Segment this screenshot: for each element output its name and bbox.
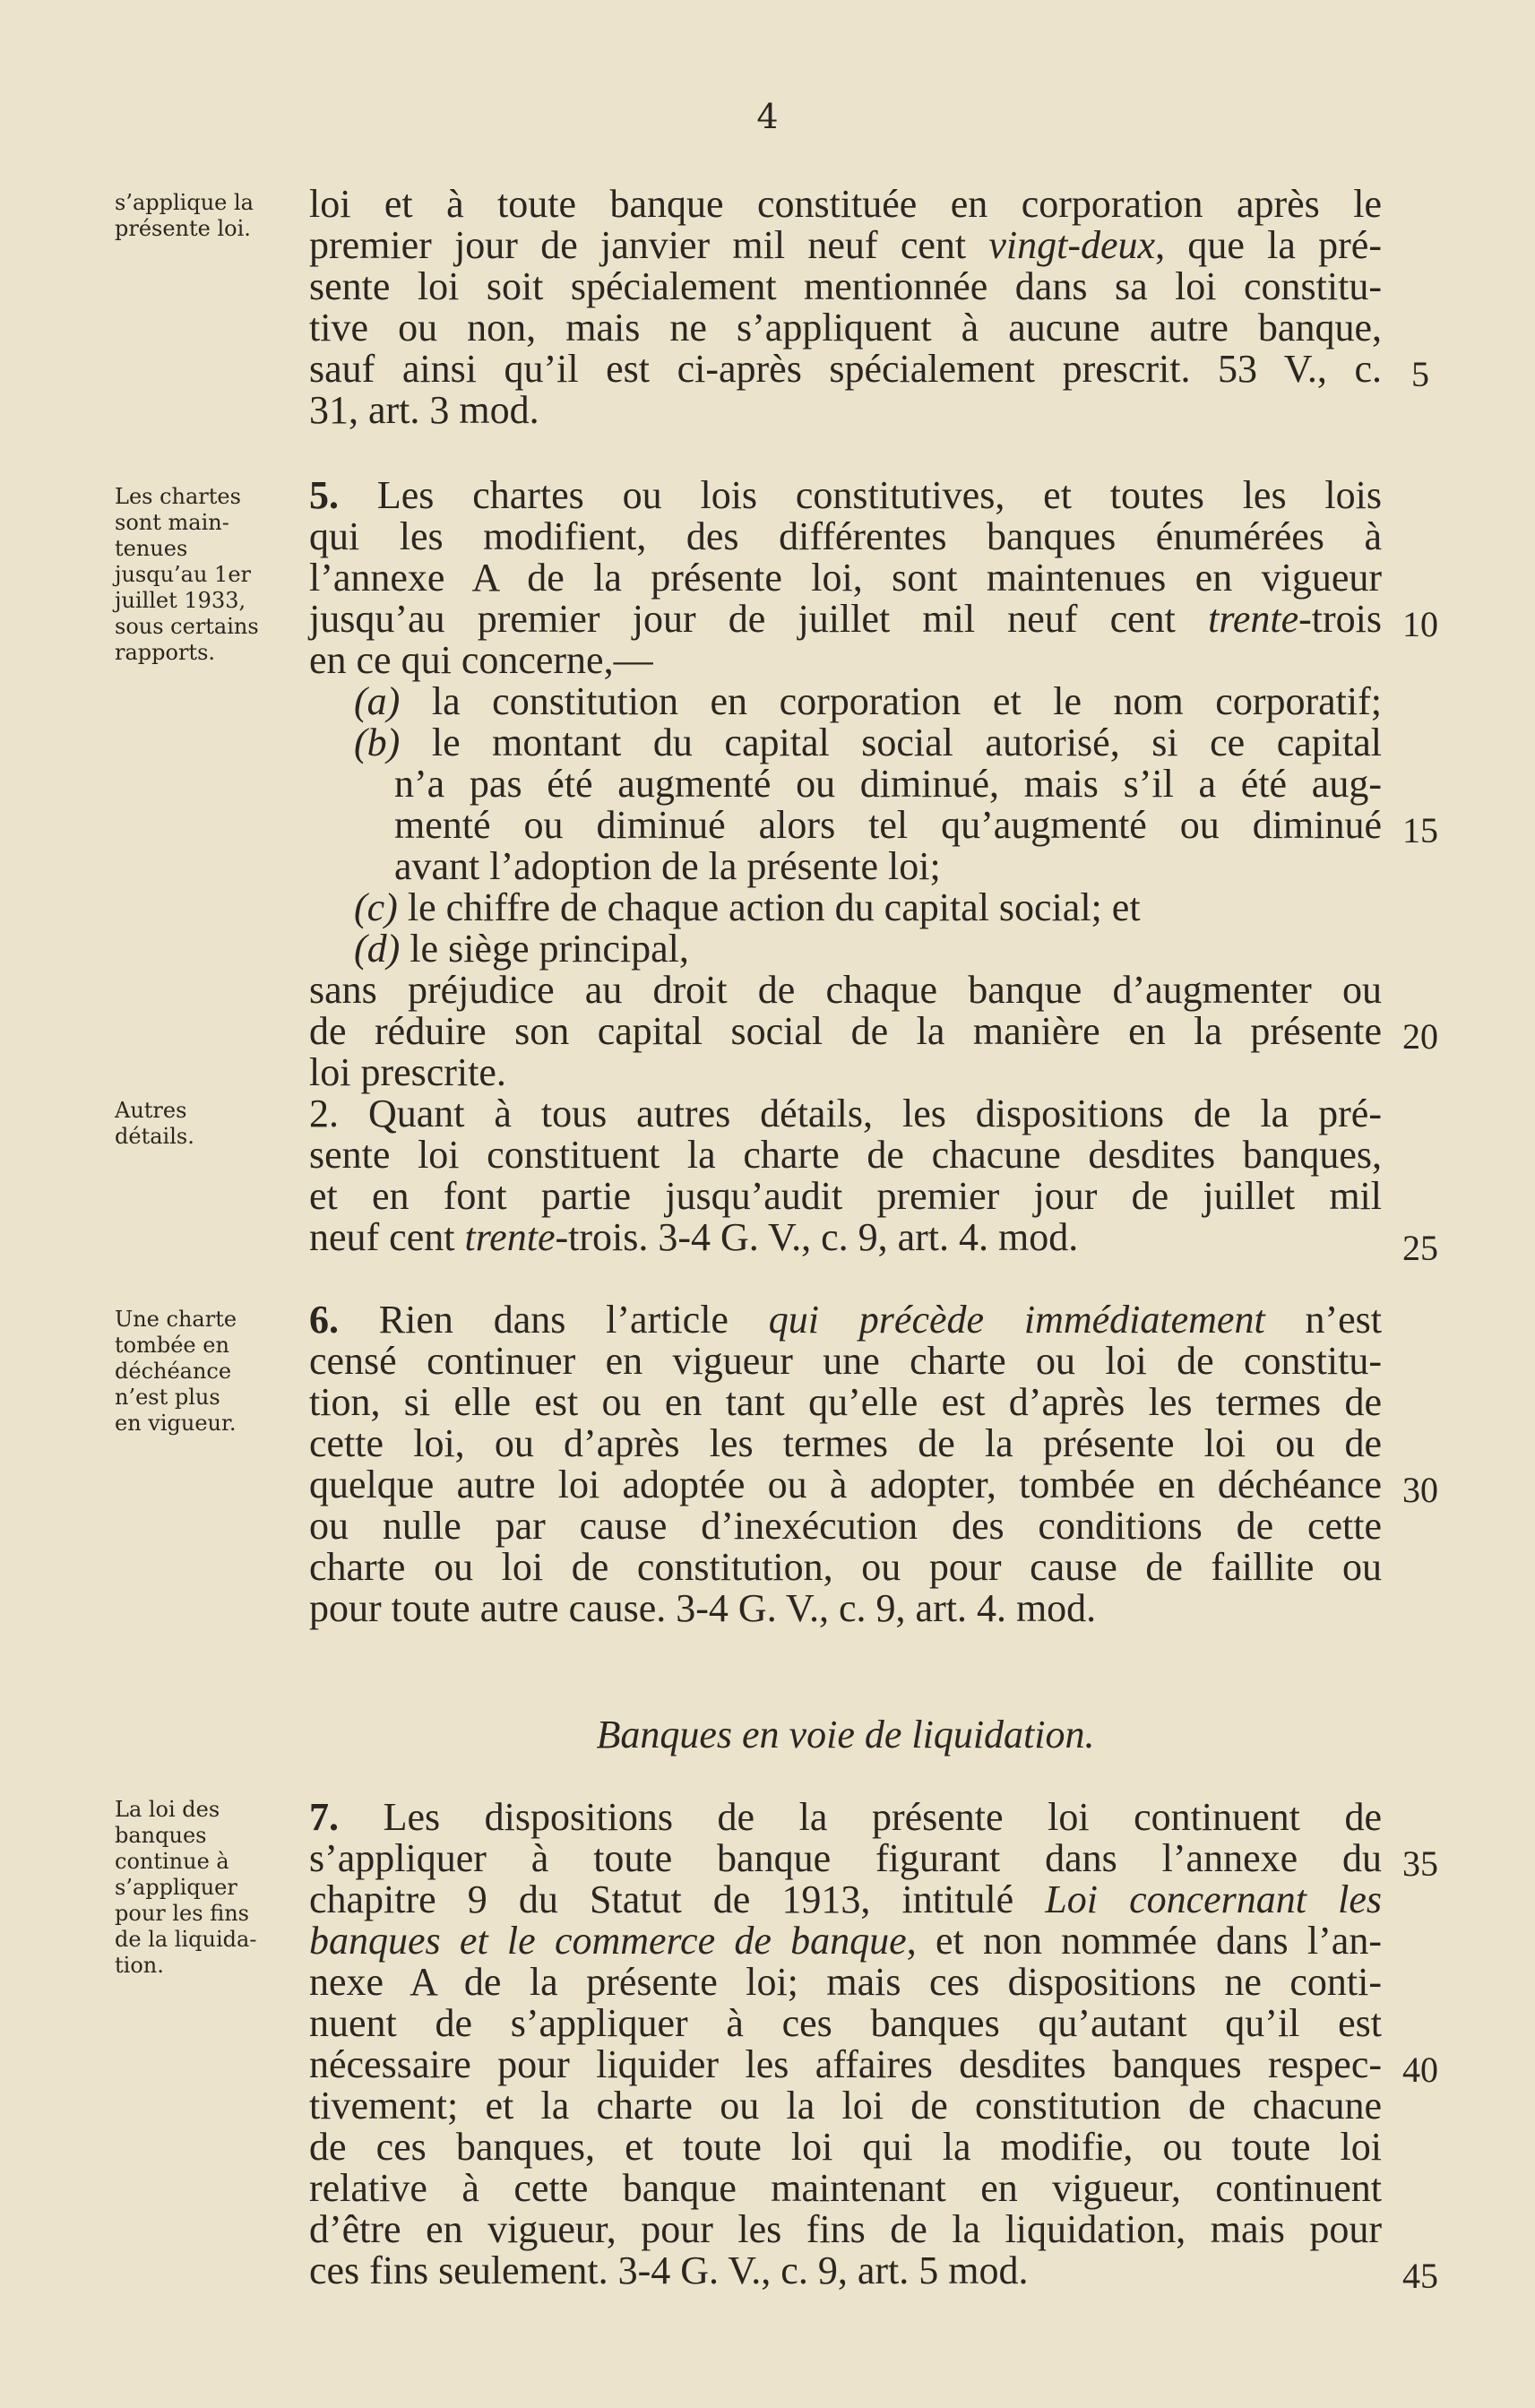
line-number: 25	[1402, 1228, 1438, 1268]
body-line: de réduire son capital social de la manière en la présente	[309, 1009, 1382, 1053]
body-line: jusqu’au premier jour de juillet mil neuf cent trente-trois	[309, 597, 1382, 641]
body-line: chapitre 9 du Statut de 1913, intitulé Loi concernant les	[309, 1877, 1382, 1921]
section-7-heading-line: 7. Les dispositions de la présente loi continuent de	[309, 1795, 1382, 1839]
body-line: tion, si elle est ou en tant qu’elle est d’après les termes de	[309, 1380, 1382, 1424]
line-number: 45	[1402, 2256, 1438, 2296]
body-line: sauf ainsi qu’il est ci-après spécialement prescrit. 53 V., c.	[309, 347, 1382, 391]
margin-note-charters-maintained: Les chartes sont main- tenues jusqu’au 1er juillet 1933, sous certains rapports.	[115, 484, 259, 665]
margin-note-applies: s’applique la présente loi.	[115, 190, 254, 241]
body-line: nuent de s’appliquer à ces banques qu’autant qu’il est	[309, 2001, 1382, 2045]
body-line: banques et le commerce de banque, et non nommée dans l’an-	[309, 1919, 1382, 1963]
line-number: 35	[1402, 1843, 1438, 1884]
body-line: ces fins seulement. 3-4 G. V., c. 9, art. 5 mod.	[309, 2248, 1029, 2292]
body-line: charte ou loi de constitution, ou pour cause de faillite ou	[309, 1545, 1382, 1589]
section-5-heading-line: 5. Les chartes ou lois constitutives, et toutes les lois	[309, 473, 1382, 517]
body-line: premier jour de janvier mil neuf cent vingt-deux, que la pré-	[309, 223, 1382, 267]
list-item-d: (d) le siège principal,	[354, 927, 689, 971]
body-line: censé continuer en vigueur une charte ou loi de constitu-	[309, 1339, 1382, 1383]
margin-note-lapsed-charter: Une charte tombée en déchéance n’est plus en vigueur.	[115, 1307, 237, 1436]
line-number: 10	[1402, 604, 1438, 644]
section-6-heading-line: 6. Rien dans l’article qui précède immédiatement n’est	[309, 1298, 1383, 1342]
line-number: 5	[1411, 354, 1429, 394]
body-line: et en font partie jusqu’audit premier jour de juillet mil	[309, 1174, 1382, 1218]
body-line: en ce qui concerne,—	[309, 638, 653, 682]
page-number: 4	[756, 97, 779, 136]
body-line: nexe A de la présente loi; mais ces dispositions ne conti-	[309, 1960, 1382, 2004]
body-line: quelque autre loi adoptée ou à adopter, tombée en déchéance	[309, 1463, 1382, 1506]
body-line: tive ou non, mais ne s’appliquent à aucune autre banque,	[309, 306, 1382, 350]
body-line: avant l’adoption de la présente loi;	[394, 844, 941, 888]
list-item-a: (a) la constitution en corporation et le nom corporatif;	[354, 679, 1382, 723]
body-line: pour toute autre cause. 3-4 G. V., c. 9, art. 4. mod.	[309, 1586, 1097, 1630]
body-line: n’a pas été augmenté ou diminué, mais s’il a été aug-	[394, 762, 1382, 806]
margin-note-liquidation: La loi des banques continue à s’appliquer pour les fins de la liquida- tion.	[115, 1797, 257, 1978]
body-line: relative à cette banque maintenant en vigueur, continuent	[309, 2166, 1382, 2210]
list-item-c: (c) le chiffre de chaque action du capital social; et	[354, 885, 1141, 929]
body-line: nécessaire pour liquider les affaires desdites banques respec-	[309, 2042, 1382, 2086]
section-heading: Banques en voie de liquidation.	[596, 1713, 1095, 1756]
body-line: sente loi constituent la charte de chacune desdites banques,	[309, 1133, 1382, 1177]
body-line: ou nulle par cause d’inexécution des conditions de cette	[309, 1504, 1382, 1548]
body-line: qui les modifient, des différentes banques énumérées à	[309, 514, 1382, 558]
line-number: 40	[1402, 2050, 1438, 2090]
body-line: 31, art. 3 mod.	[309, 388, 539, 432]
body-line: loi prescrite.	[309, 1050, 506, 1094]
body-line: menté ou diminué alors tel qu’augmenté ou diminué	[394, 803, 1382, 847]
body-line: de ces banques, et toute loi qui la modifie, ou toute loi	[309, 2125, 1382, 2169]
line-number: 20	[1402, 1016, 1438, 1057]
line-number: 15	[1402, 810, 1438, 850]
body-line: cette loi, ou d’après les termes de la présente loi ou de	[309, 1421, 1382, 1465]
body-line: sans préjudice au droit de chaque banque d’augmenter ou	[309, 968, 1382, 1012]
body-line: sente loi soit spécialement mentionnée dans sa loi constitu-	[309, 264, 1382, 308]
list-item-b: (b) le montant du capital social autorisé, si ce capital	[354, 721, 1382, 764]
body-line: d’être en vigueur, pour les fins de la liquidation, mais pour	[309, 2207, 1382, 2251]
body-line: neuf cent trente-trois. 3-4 G. V., c. 9, art. 4. mod.	[309, 1215, 1079, 1259]
body-line: tivement; et la charte ou la loi de constitution de chacune	[309, 2084, 1382, 2127]
margin-note-other-details: Autres détails.	[115, 1098, 194, 1149]
body-line: s’appliquer à toute banque figurant dans l’annexe du	[309, 1836, 1382, 1880]
line-number: 30	[1402, 1470, 1438, 1510]
body-line: 2. Quant à tous autres détails, les dispositions de la pré-	[309, 1092, 1382, 1135]
body-line: l’annexe A de la présente loi, sont maintenues en vigueur	[309, 556, 1382, 600]
body-line: loi et à toute banque constituée en corporation après le	[309, 182, 1382, 226]
